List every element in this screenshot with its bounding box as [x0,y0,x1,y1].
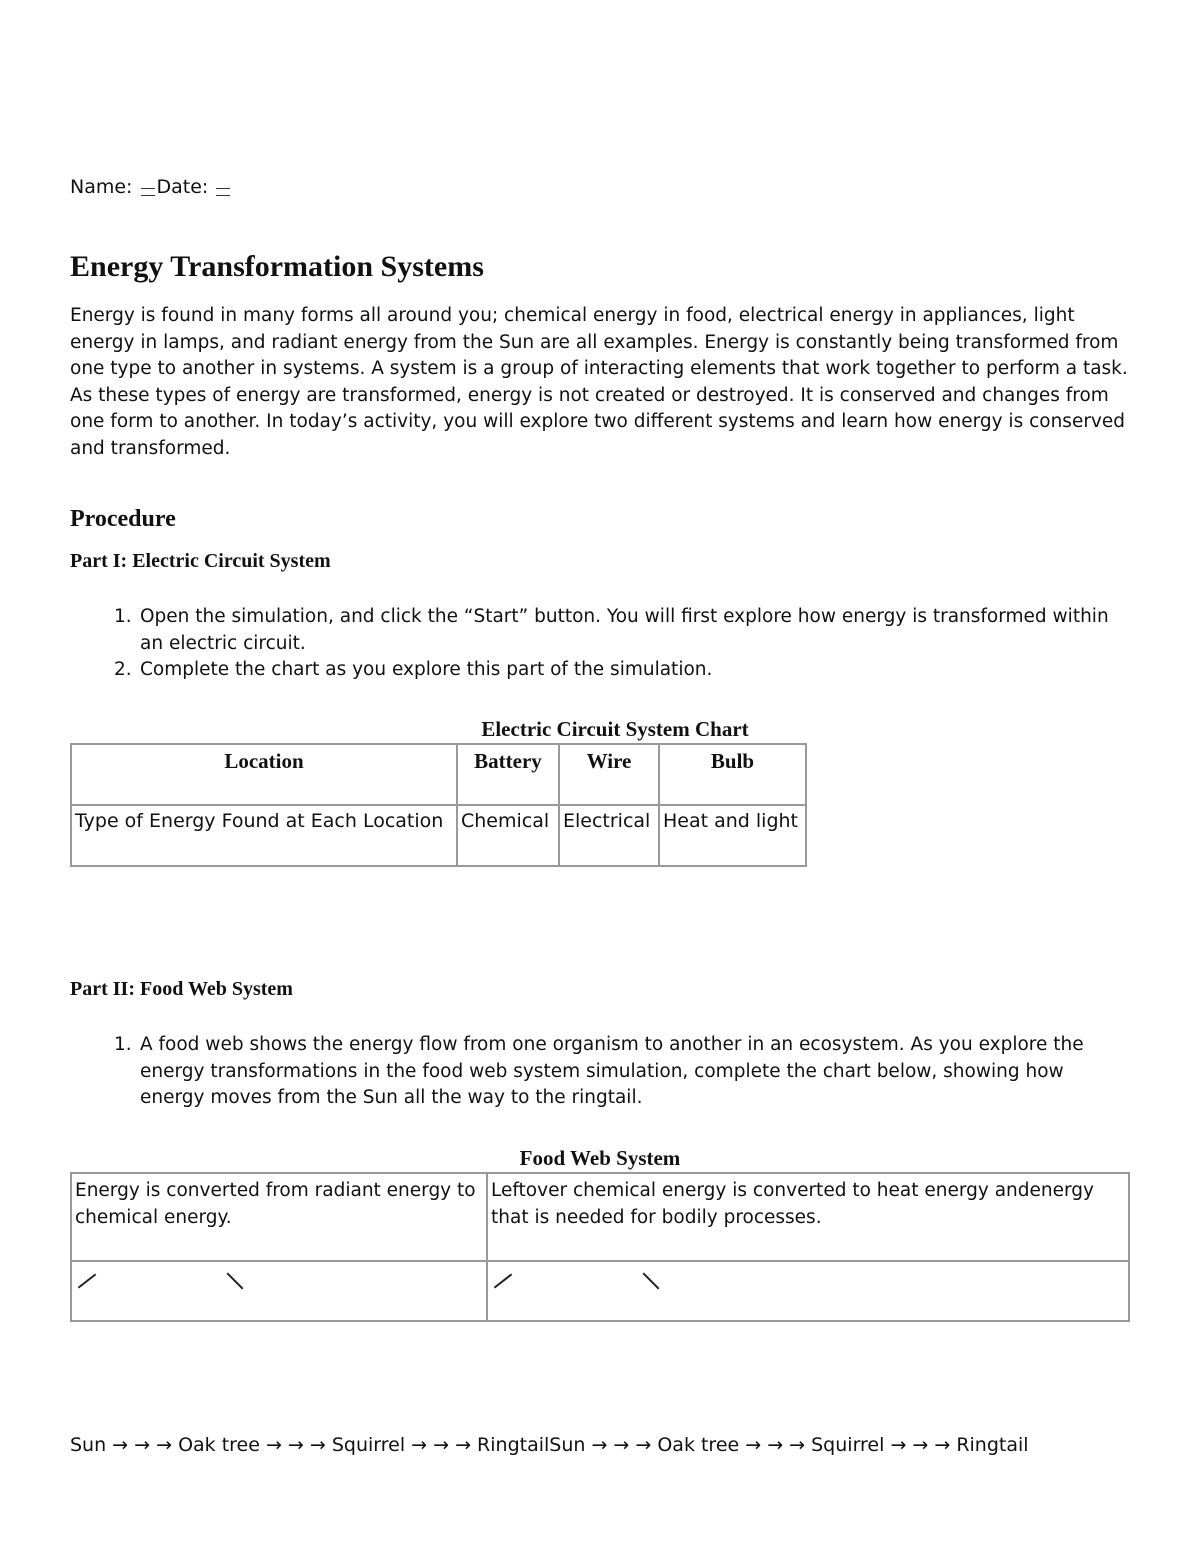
food-web-caption: Food Web System [519,1146,681,1170]
list-item [70,657,1130,684]
table-cell-location: Type of Energy Found at Each Location [71,805,457,866]
table-header-wire: Wire [559,744,659,805]
food-chain-line: Sun → → → Oak tree → → → Squirrel → → → RingtailSun → → → Oak tree → → → Squirrel → → → Ringtail [70,1434,1029,1456]
date-blank[interactable] [216,188,230,196]
circuit-chart-table [70,743,807,867]
food-web-cell-bottom-right[interactable] [487,1261,1129,1321]
step-number: 1. [114,1034,132,1055]
name-blank[interactable] [141,188,155,196]
part1-steps [70,604,1130,684]
food-web-table [70,1172,1130,1322]
step-text: Complete the chart as you explore this part of the simulation. [140,659,713,680]
food-web-cell-left[interactable]: Energy is converted from radiant energy to chemical energy. [71,1173,487,1261]
table-cell-bulb[interactable]: Heat and light [659,805,806,866]
circuit-chart-caption: Electric Circuit System Chart [481,717,749,741]
table-cell-wire[interactable]: Electrical [559,805,659,866]
table-header-bulb: Bulb [659,744,806,805]
page-title: Energy Transformation Systems [70,250,484,283]
intro-paragraph: Energy is found in many forms all around you; chemical energy in food, electrical energy in appliances, light energy in lamps, and radiant energy from the Sun are all examples. Energy is constantly being transformed from one type to another in systems. A system is a group of interacting elements that work together to perform a task. As these types of energy are transformed, energy is not created or destroyed. It is conserved and changes from one form to another. In today’s activity, you will explore two different systems and learn how energy is conserved and transformed. [70,305,1128,459]
list-item [70,604,1130,657]
branch-right-icon [227,1273,244,1290]
branch-right-icon [643,1273,660,1290]
date-label: Date: [156,176,209,198]
name-label: Name: [70,176,133,198]
table-header-battery: Battery [457,744,559,805]
step-number: 2. [114,659,132,680]
step-number: 1. [114,606,132,627]
food-web-cell-bottom-left[interactable] [71,1261,487,1321]
step-text: A food web shows the energy flow from one organism to another in an ecosystem. As you explore the energy transformations in the food web system simulation, complete the chart below, showing how energy moves from the Sun all the way to the ringtail. [140,1034,1084,1108]
part2-heading: Part II: Food Web System [70,978,293,1000]
step-text: Open the simulation, and click the “Start” button. You will first explore how energy is transformed within an electric circuit. [140,606,1109,654]
part2-steps [70,1032,1130,1112]
branch-left-icon [494,1273,513,1288]
table-cell-battery[interactable]: Chemical [457,805,559,866]
part1-heading: Part I: Electric Circuit System [70,550,331,572]
branch-left-icon [78,1273,97,1288]
list-item [70,1032,1130,1112]
food-web-cell-right[interactable]: Leftover chemical energy is converted to heat energy andenergy that is needed for bodily processes. [487,1173,1129,1261]
table-header-location: Location [71,744,457,805]
name-date-line [70,176,232,198]
procedure-heading: Procedure [70,506,176,532]
